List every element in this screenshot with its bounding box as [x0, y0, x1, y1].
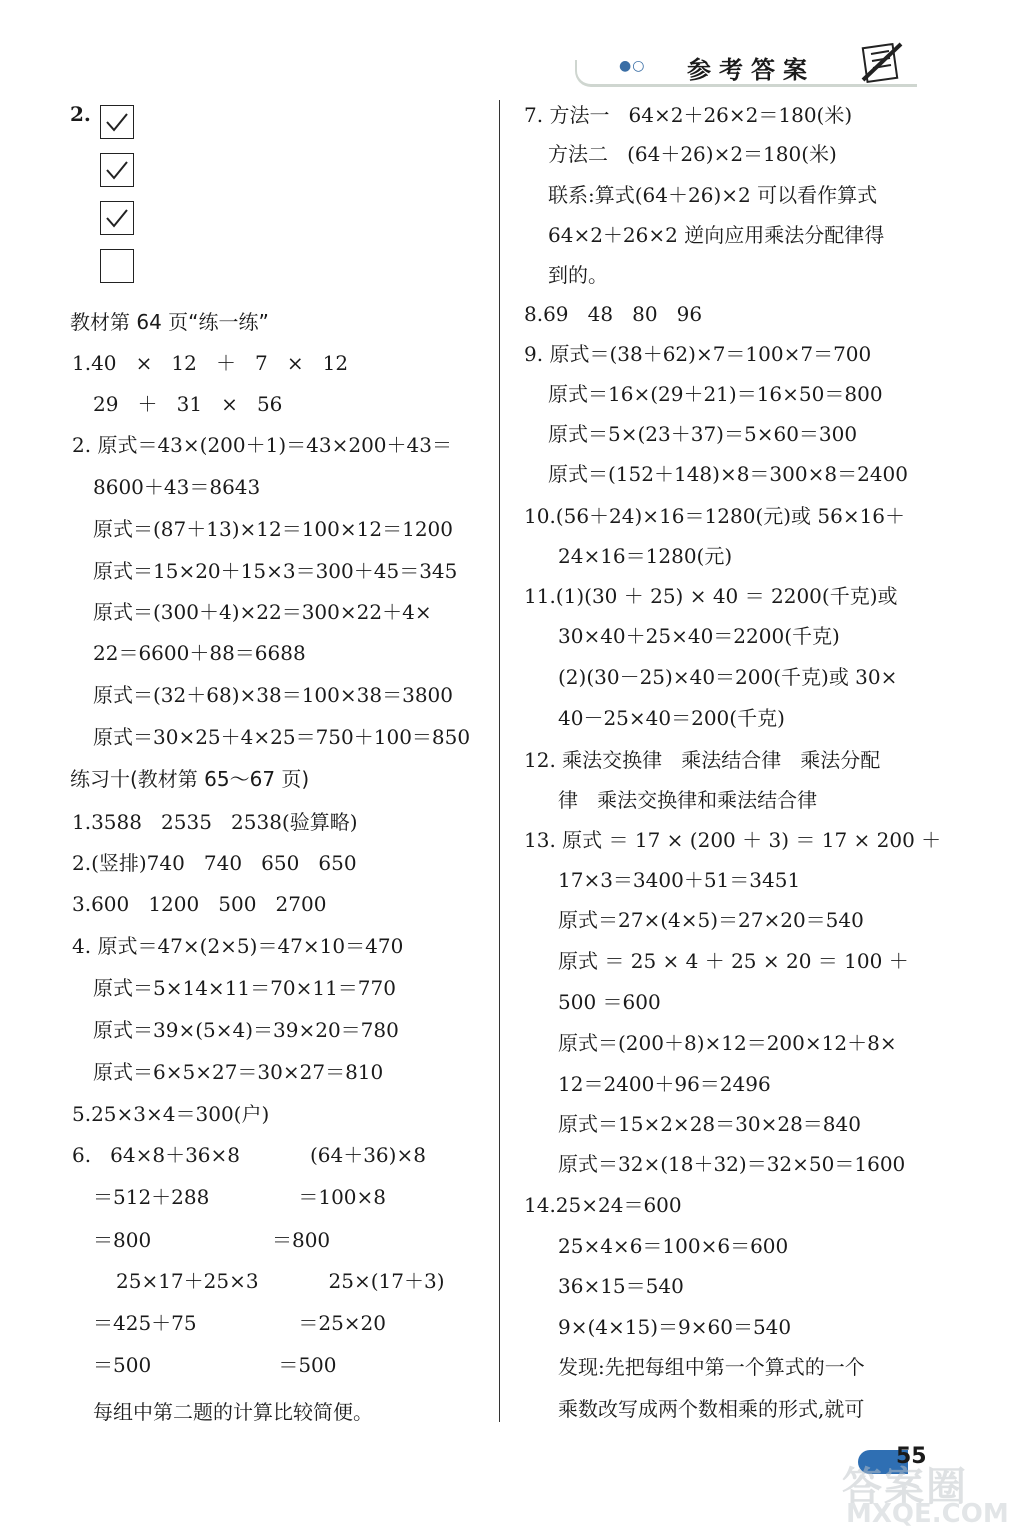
header-title: 参考答案	[687, 56, 815, 84]
left-line: 原式＝6×5×27＝30×27＝810	[93, 1060, 384, 1084]
right-line: 乘数改写成两个数相乘的形式,就可	[558, 1397, 865, 1421]
right-line: 原式＝5×(23＋37)＝5×60＝300	[548, 422, 858, 446]
right-line: 30×40＋25×40＝2200(千克)	[558, 624, 840, 648]
left-line: 练习十(教材第 65～67 页)	[70, 767, 310, 791]
left-line: 原式＝39×(5×4)＝39×20＝780	[93, 1018, 399, 1042]
checkmark-icon	[104, 158, 130, 182]
header-dots: ●○	[619, 58, 646, 74]
right-line: 17×3＝3400＋51＝3451	[558, 868, 801, 892]
right-line: 36×15＝540	[558, 1274, 684, 1298]
left-line: ＝512＋288 ＝100×8	[93, 1185, 387, 1209]
right-line: 13. 原式 ＝ 17 × (200 ＋ 3) ＝ 17 × 200 ＋	[524, 828, 942, 852]
right-line: 12＝2400＋96＝2496	[558, 1072, 771, 1096]
left-line: 2. 原式＝43×(200＋1)＝43×200＋43＝	[72, 433, 452, 457]
right-line: 11.(1)(30 ＋ 25) × 40 ＝ 2200(千克)或	[524, 584, 898, 608]
right-line: 方法二 (64＋26)×2＝180(米)	[548, 142, 837, 166]
watermark-text: 答案圈	[842, 1464, 968, 1510]
left-line: ＝425＋75 ＝25×20	[93, 1311, 386, 1335]
left-line: 原式＝30×25＋4×25＝750＋100＝850	[93, 725, 471, 749]
right-line: 9×(4×15)＝9×60＝540	[558, 1315, 792, 1339]
watermark-url: MXQE.COM	[846, 1499, 1009, 1529]
item-2-label: 2.	[70, 102, 91, 126]
watermark	[842, 1455, 1012, 1531]
answer-checkbox[interactable]	[100, 153, 134, 187]
right-line: 7. 方法一 64×2＋26×2＝180(米)	[524, 103, 853, 127]
left-line: 25×17＋25×3 25×(17＋3)	[116, 1269, 445, 1293]
checkmark-icon	[104, 206, 130, 230]
answer-checkbox[interactable]	[100, 249, 134, 283]
right-line: 原式＝32×(18＋32)＝32×50＝1600	[558, 1152, 906, 1176]
right-line: 原式＝15×2×28＝30×28＝840	[558, 1112, 861, 1136]
left-line: 原式＝15×20＋15×3＝300＋45＝345	[93, 559, 458, 583]
left-line: 原式＝(300＋4)×22＝300×22＋4×	[93, 600, 432, 624]
left-line: 2.(竖排)740 740 650 650	[72, 851, 357, 875]
right-line: 原式＝(200＋8)×12＝200×12＋8×	[558, 1031, 897, 1055]
right-line: 8.69 48 80 96	[524, 302, 703, 326]
right-line: 原式 ＝ 25 × 4 ＋ 25 × 20 ＝ 100 ＋	[558, 949, 909, 973]
right-line: 原式＝27×(4×5)＝27×20＝540	[558, 908, 864, 932]
right-line: 原式＝(152＋148)×8＝300×8＝2400	[548, 462, 908, 486]
left-line: 5.25×3×4＝300(户)	[72, 1102, 270, 1126]
right-line: 发现:先把每组中第一个算式的一个	[558, 1355, 865, 1379]
left-line: 6. 64×8＋36×8 (64＋36)×8	[72, 1143, 426, 1167]
column-divider	[499, 100, 500, 1422]
page-number: 55	[896, 1444, 927, 1469]
left-line: ＝500 ＝500	[93, 1353, 337, 1377]
right-line: 9. 原式＝(38＋62)×7＝100×7＝700	[524, 342, 872, 366]
left-line: 教材第 64 页“练一练”	[70, 310, 269, 334]
answer-checkbox[interactable]	[100, 105, 134, 139]
left-line: 原式＝(87＋13)×12＝100×12＝1200	[93, 517, 453, 541]
right-line: 到的。	[548, 263, 608, 287]
left-line: 29 ＋ 31 × 56	[93, 392, 283, 416]
page-header	[575, 38, 935, 90]
right-line: 12. 乘法交换律 乘法结合律 乘法分配	[524, 748, 881, 772]
left-line: 每组中第二题的计算比较简便。	[93, 1400, 373, 1424]
right-line: 25×4×6＝100×6＝600	[558, 1234, 789, 1258]
left-line: 原式＝(32＋68)×38＝100×38＝3800	[93, 683, 453, 707]
notebook-pencil-icon	[857, 40, 907, 84]
right-line: 24×16＝1280(元)	[558, 544, 733, 568]
right-line: 14.25×24＝600	[524, 1193, 682, 1217]
answer-checkbox[interactable]	[100, 201, 134, 235]
left-line: 1.40 × 12 ＋ 7 × 12	[72, 351, 349, 375]
left-line: 1.3588 2535 2538(验算略)	[72, 810, 358, 834]
right-line: 联系:算式(64＋26)×2 可以看作算式	[548, 183, 878, 207]
right-line: 律 乘法交换律和乘法结合律	[558, 788, 818, 812]
right-line: 原式＝16×(29＋21)＝16×50＝800	[548, 382, 883, 406]
right-line: 10.(56＋24)×16＝1280(元)或 56×16＋	[524, 504, 906, 528]
right-line: 64×2＋26×2 逆向应用乘法分配律得	[548, 223, 885, 247]
checkmark-icon	[104, 110, 130, 134]
left-line: 22＝6600＋88＝6688	[93, 641, 306, 665]
left-line: 3.600 1200 500 2700	[72, 892, 327, 916]
left-line: 4. 原式＝47×(2×5)＝47×10＝470	[72, 934, 404, 958]
right-line: (2)(30－25)×40＝200(千克)或 30×	[558, 665, 898, 689]
left-line: 原式＝5×14×11＝70×11＝770	[93, 976, 396, 1000]
left-line: 8600＋43＝8643	[93, 475, 261, 499]
right-line: 500 ＝600	[558, 990, 661, 1014]
left-line: ＝800 ＝800	[93, 1228, 331, 1252]
right-line: 40－25×40＝200(千克)	[558, 706, 785, 730]
